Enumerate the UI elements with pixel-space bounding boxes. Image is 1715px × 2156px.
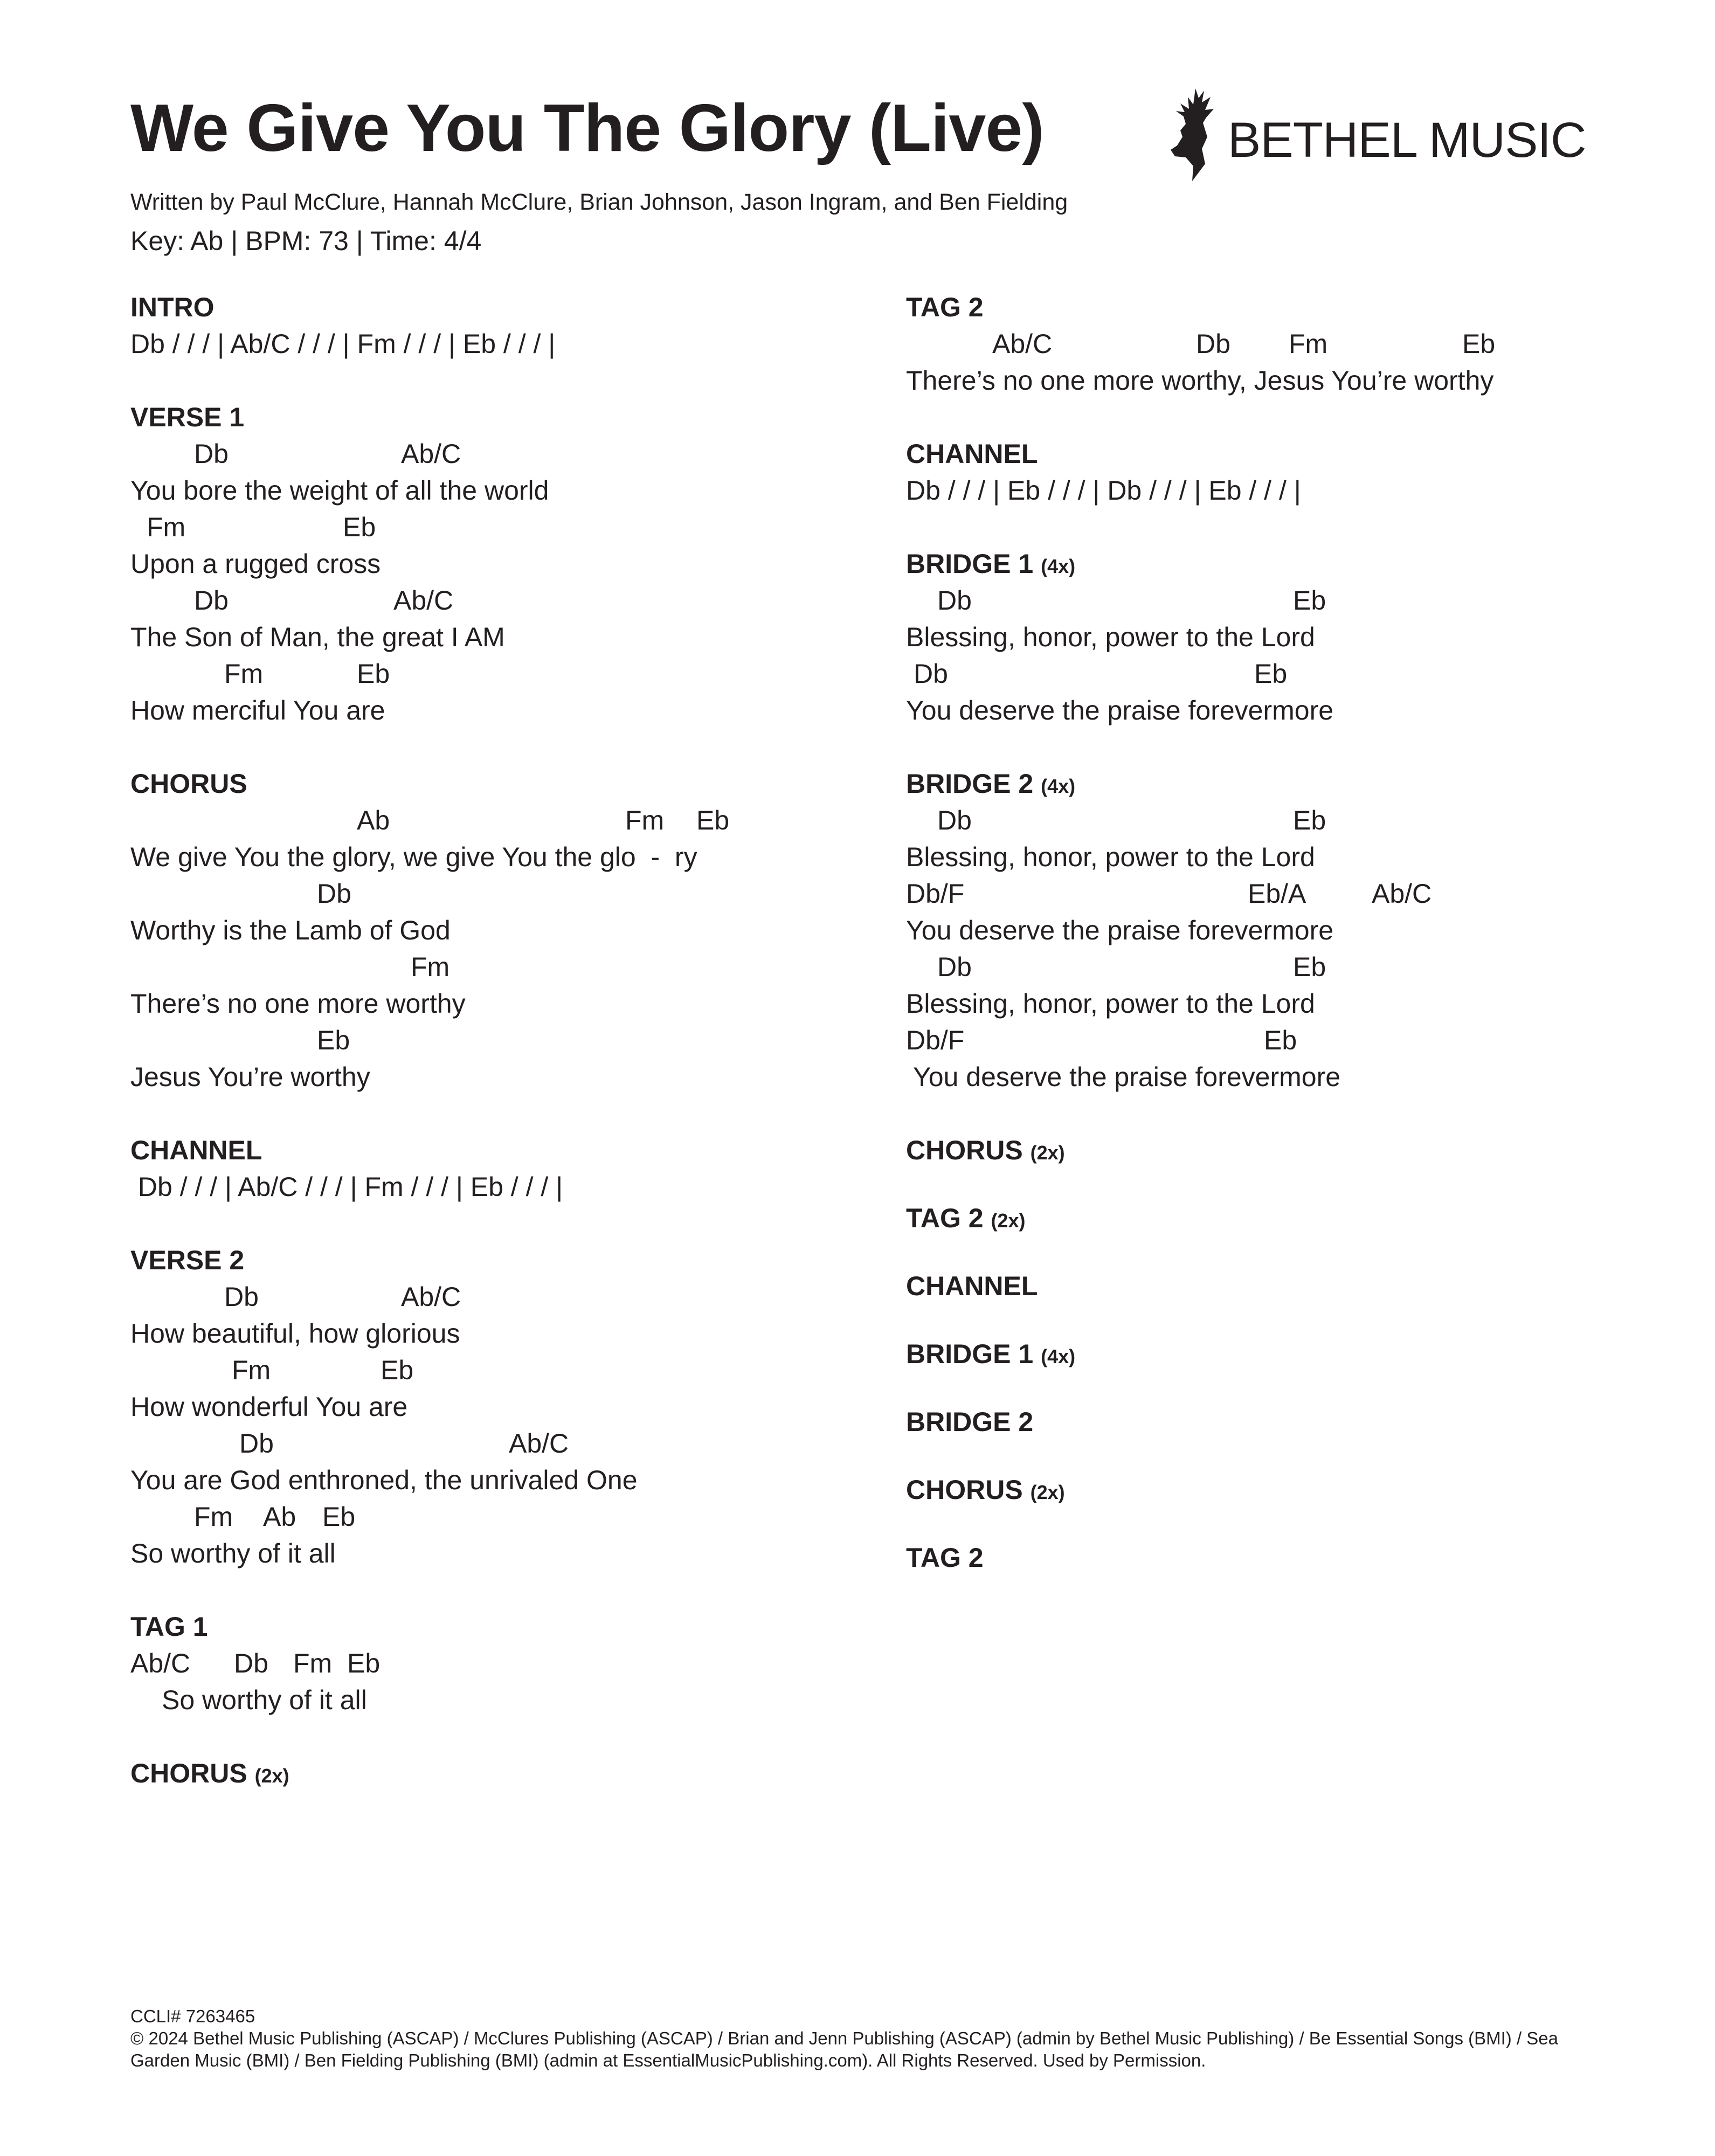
songwriter-credits: Written by Paul McClure, Hannah McClure, Brian Johnson, Jason Ingram, and Ben Fielding [130,189,1068,215]
chord: Ab/C [992,329,1053,359]
chord: Db [194,585,229,616]
chord: Fm [224,659,264,689]
chord-line [906,949,1650,985]
chord-line [906,875,1650,912]
lyric-line: You deserve the praise forevermore [906,915,1334,945]
chord: Fm [147,512,186,542]
repeat-count: (4x) [1041,1345,1076,1367]
chord-line [130,509,874,545]
song-title: We Give You The Glory (Live) [130,91,1044,165]
chord-line [130,802,874,839]
lyric-line: Worthy is the Lamb of God [130,915,451,945]
lyric-line: How merciful You are [130,695,385,725]
chord: Ab/C [130,1648,191,1678]
lyric-line: So worthy of it all [130,1538,336,1568]
key-bpm-time: Key: Ab | BPM: 73 | Time: 4/4 [130,226,482,256]
chord: Db [224,1282,259,1312]
chord: Db [937,585,972,616]
section-title: TAG 2 [906,1543,984,1573]
section-title: BRIDGE 1 [906,1339,1034,1369]
song-flow [906,1132,1650,1576]
chord: Eb [1264,1025,1297,1055]
section-title: CHORUS [130,1758,247,1788]
chord: Eb [1254,659,1288,689]
chord: Fm [293,1648,333,1678]
chord-line [130,1279,874,1315]
flow-item [906,1539,1650,1576]
chord-line [906,326,1650,362]
lyric-line: Blessing, honor, power to the Lord [906,622,1315,652]
chord: Eb [322,1502,356,1532]
chord: Ab/C [401,1282,461,1312]
logo-wordmark: BETHEL MUSIC [1228,113,1586,168]
repeat-count: (4x) [1041,555,1076,577]
chord: Eb [1293,952,1326,982]
chord: Eb [1293,805,1326,835]
section-title: TAG 2 [906,1203,984,1233]
copyright-notice: © 2024 Bethel Music Publishing (ASCAP) / McClures Publishing (ASCAP) / Brian and Jenn Publishing (ASCAP) (admin by Bethel Music Publishing) / Be Essential Songs (BMI) / Sea Garden Music (BMI) / Ben Fielding Publishing (BMI) (admin at EssentialMusicPublishing.com). All Rights Reserved. Used by Permission. [130,2028,1558,2070]
chord: Db [234,1648,268,1678]
chord: Fm [1289,329,1328,359]
section-heading: VERSE 1 [130,402,245,432]
section-heading: TAG 2 [906,292,984,322]
footer [130,2005,1607,2071]
right-column [906,289,1650,1576]
chord: Db [317,879,351,909]
bethel-music-logo [1164,85,1586,182]
section-heading [906,765,1650,802]
chord: Eb [357,659,390,689]
lyric-line: The Son of Man, the great I AM [130,622,505,652]
chord: Eb [696,805,730,835]
lyric-line: Jesus You’re worthy [130,1062,370,1092]
chord: Ab [357,805,390,835]
lyric-line: You deserve the praise forevermore [906,1062,1341,1092]
section-title: CHORUS [906,1135,1023,1165]
section-heading [906,545,1650,582]
chord: Fm [194,1502,233,1532]
section-title: BRIDGE 1 [906,549,1034,579]
chord: Fm [625,805,665,835]
section-title: CHORUS [906,1475,1023,1505]
flow-item [906,1404,1650,1440]
chord: Fm [232,1355,271,1385]
repeat-count: (4x) [1041,775,1076,797]
chord: Eb [1462,329,1496,359]
flow-item [906,1200,1650,1236]
lyric-text: So worthy of it all [162,1685,367,1715]
flow-item [906,1268,1650,1304]
chord: Eb/A [1248,879,1306,909]
chord: Db [937,805,972,835]
section-heading [130,1755,874,1792]
ccli-number: CCLI# 7263465 [130,2006,255,2026]
lyric-line: How beautiful, how glorious [130,1318,460,1349]
chord: Eb [1293,585,1326,616]
flow-item [906,1336,1650,1372]
flow-item [906,1132,1650,1169]
lyric-line [130,1682,874,1718]
chord: Eb [343,512,376,542]
chord-line [130,949,874,985]
section-heading: CHORUS [130,769,247,799]
section-heading: VERSE 2 [130,1245,245,1275]
chord: Ab/C [1372,879,1432,909]
chord: Eb [317,1025,350,1055]
left-column [130,289,874,1792]
chord-line [906,655,1650,692]
lyric-line: You bore the weight of all the world [130,475,549,506]
chord: Db [1196,329,1230,359]
chord: Ab [263,1502,296,1532]
lyric-line: Blessing, honor, power to the Lord [906,842,1315,872]
chord: Db/F [906,879,965,909]
section-heading: INTRO [130,292,215,322]
chord: Fm [411,952,450,982]
chord: Db/F [906,1025,965,1055]
flow-item [906,1471,1650,1508]
chord-line [130,436,874,472]
chord: Db [194,439,229,469]
chord-line [906,582,1650,619]
section-heading: TAG 1 [130,1612,208,1642]
section-heading: CHANNEL [906,439,1038,469]
lyric-line: There’s no one more worthy, Jesus You’re worthy [906,365,1494,396]
chord-line [130,582,874,619]
lyric-line: How wonderful You are [130,1392,408,1422]
chord: Db [937,952,972,982]
chord-line [130,1425,874,1462]
repeat-count: (2x) [991,1210,1026,1232]
channel-chords: Db / / / | Eb / / / | Db / / / | Eb / / / | [906,475,1301,506]
lyric-line: We give You the glory, we give You the glo - ry [130,842,697,872]
section-heading: CHANNEL [130,1135,262,1165]
lyric-line: There’s no one more worthy [130,989,466,1019]
chord-line [130,655,874,692]
lyric-line: You deserve the praise forevermore [906,695,1334,725]
repeat-count: (2x) [1030,1481,1065,1503]
lyric-line: Upon a rugged cross [130,549,381,579]
chord-line [906,1022,1650,1059]
section-title: BRIDGE 2 [906,769,1034,799]
chord-line [130,1352,874,1388]
chord: Db [239,1428,274,1459]
lyric-line: You are God enthroned, the unrivaled One [130,1465,638,1495]
section-title: BRIDGE 2 [906,1407,1034,1437]
chord: Ab/C [509,1428,569,1459]
chord-line [130,1645,874,1682]
chord: Db [914,659,948,689]
chord-line [130,1022,874,1059]
chord: Eb [347,1648,381,1678]
channel-chords: Db / / / | Ab/C / / / | Fm / / / | Eb / / / | [130,1172,563,1202]
chord-line [906,802,1650,839]
intro-chords: Db / / / | Ab/C / / / | Fm / / / | Eb / / / | [130,329,556,359]
lyric-line: Blessing, honor, power to the Lord [906,989,1315,1019]
repeat-count: (2x) [1030,1142,1065,1164]
chord: Ab/C [393,585,454,616]
repeat-count: (2x) [254,1765,289,1787]
section-title: CHANNEL [906,1271,1038,1301]
chord-line [130,875,874,912]
chord-line [130,1498,874,1535]
chord: Ab/C [401,439,461,469]
chord: Eb [381,1355,414,1385]
deer-head-icon [1164,85,1223,182]
